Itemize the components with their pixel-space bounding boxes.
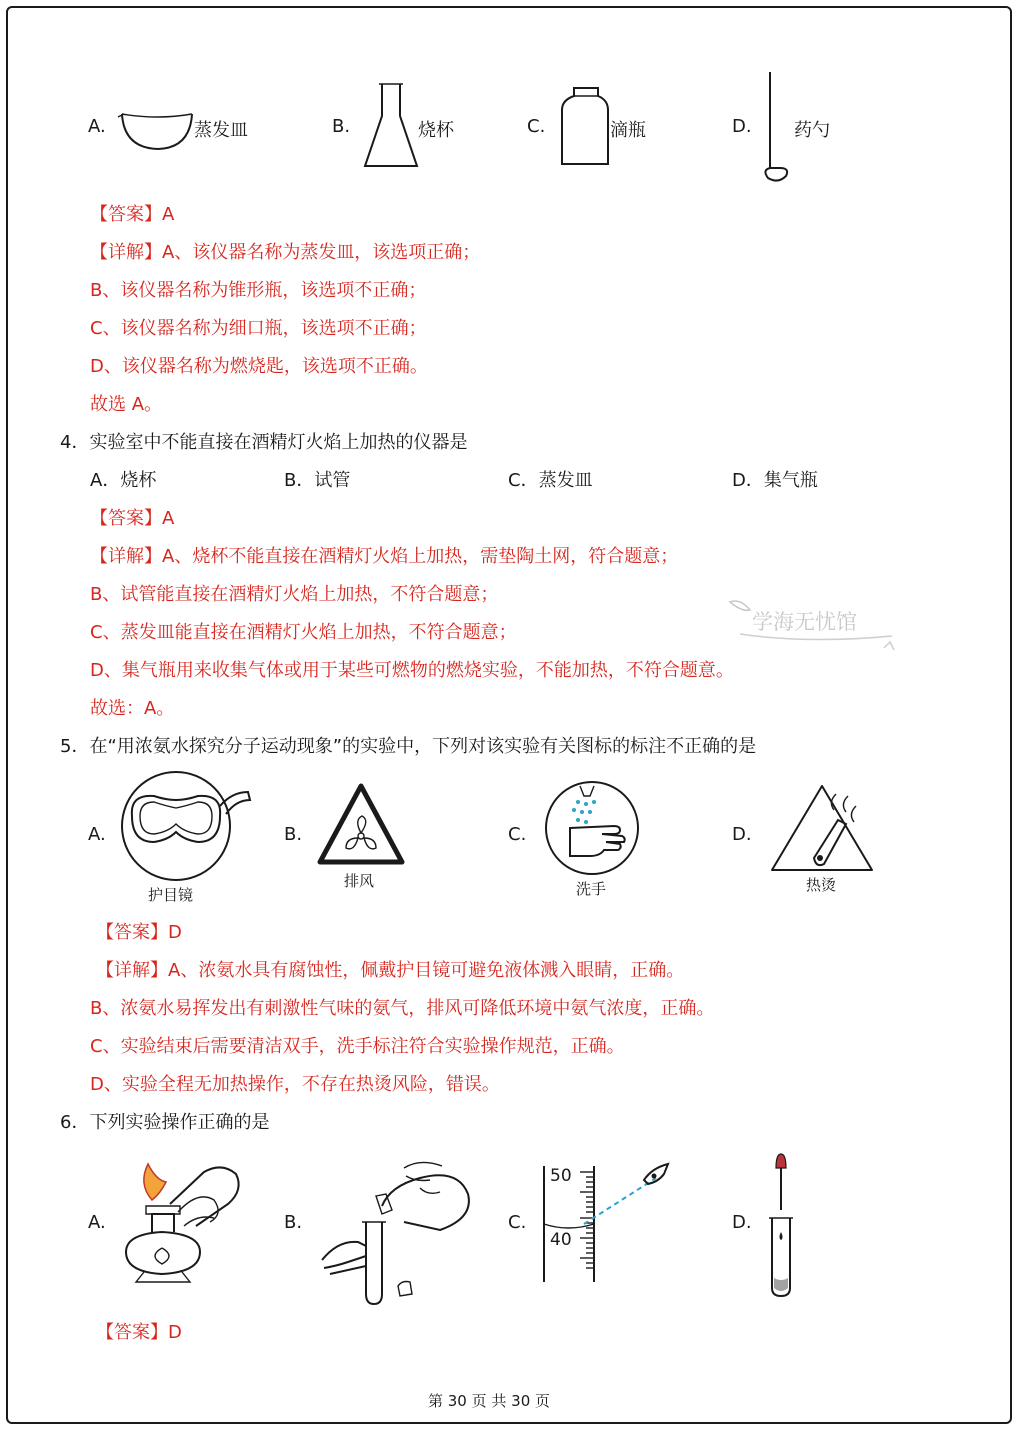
option-letter: D. <box>732 116 752 137</box>
detail-line: C、实验结束后需要清洁双手，洗手标注符合实验操作规范，正确。 <box>90 1036 625 1057</box>
hand-wash-icon <box>544 778 644 878</box>
conical-flask-icon <box>362 80 422 172</box>
option-letter: A. <box>88 116 106 137</box>
tick-label: 40 <box>550 1230 572 1250</box>
detail-label: 【详解】 <box>90 546 162 567</box>
conclusion-line: 故选 A。 <box>90 394 163 415</box>
evaporating-dish-icon <box>118 104 198 154</box>
option-letter: B. <box>332 116 351 137</box>
fan-warning-icon <box>316 782 406 866</box>
answer-label: 【答案】 <box>96 1322 168 1343</box>
goggles-icon <box>120 770 252 882</box>
answer-value: D <box>168 1322 182 1343</box>
question-stem: 5．在“用浓氨水探究分子运动现象”的实验中，下列对该实验有关图标的标注不正确的是 <box>60 736 757 757</box>
option-letter: C. <box>527 116 546 137</box>
question-stem: 4．实验室中不能直接在酒精灯火焰上加热的仪器是 <box>60 432 468 453</box>
option-letter: B. <box>284 824 303 845</box>
detail-label: 【详解】 <box>96 960 168 981</box>
page-footer: 第 30 页 共 30 页 <box>428 1392 551 1410</box>
answer-line <box>96 918 182 944</box>
detail-line: B、该仪器名称为锥形瓶，该选项不正确； <box>90 280 427 301</box>
q4-option-c[interactable]: C．蒸发皿 <box>508 470 593 491</box>
detail-line: 【详解】A、该仪器名称为蒸发皿，该选项正确； <box>90 242 481 263</box>
answer-label: 【答案】 <box>96 922 168 943</box>
icon-caption: 热烫 <box>806 876 837 894</box>
option-name: 蒸发皿 <box>194 120 248 141</box>
answer-line <box>90 504 174 530</box>
tick-label: 50 <box>550 1166 572 1186</box>
detail-line: C、蒸发皿能直接在酒精灯火焰上加热，不符合题意； <box>90 622 517 643</box>
option-letter: D. <box>732 824 752 845</box>
answer-line <box>96 1318 182 1344</box>
answer-value: A <box>162 204 175 225</box>
answer-label: 【答案】 <box>90 204 162 225</box>
spoon-icon <box>760 70 796 186</box>
option-letter: B. <box>284 1212 303 1233</box>
option-letter: C. <box>508 824 527 845</box>
option-name: 烧杯 <box>418 120 454 141</box>
detail-line: D、实验全程无加热操作，不存在热烫风险，错误。 <box>90 1074 500 1095</box>
detail-line: D、该仪器名称为燃烧匙，该选项不正确。 <box>90 356 428 377</box>
option-letter: A. <box>88 824 106 845</box>
answer-value: A <box>162 508 175 529</box>
icon-caption: 护目镜 <box>148 886 194 904</box>
alcohol-lamp-icon <box>118 1160 248 1284</box>
detail-line: 【详解】A、烧杯不能直接在酒精灯火焰上加热，需垫陶土网，符合题意； <box>90 546 679 567</box>
icon-caption: 洗手 <box>576 880 607 898</box>
option-letter: C. <box>508 1212 527 1233</box>
detail-line: C、该仪器名称为细口瓶，该选项不正确； <box>90 318 427 339</box>
hot-warning-icon <box>768 782 876 874</box>
answer-line <box>90 200 174 226</box>
question-stem: 6．下列实验操作正确的是 <box>60 1112 270 1133</box>
icon-caption: 排风 <box>344 872 375 890</box>
conclusion-line: 故选：A。 <box>90 698 175 719</box>
q4-option-b[interactable]: B．试管 <box>284 470 351 491</box>
detail-line: B、试管能直接在酒精灯火焰上加热，不符合题意； <box>90 584 499 605</box>
pour-liquid-icon <box>320 1156 480 1306</box>
option-name: 药勺 <box>794 120 830 141</box>
detail-line: D、集气瓶用来收集气体或用于某些可燃物的燃烧实验，不能加热，不符合题意。 <box>90 660 734 681</box>
watermark: 学海无忧馆 <box>752 610 857 634</box>
answer-label: 【答案】 <box>90 508 162 529</box>
option-letter: D. <box>732 1212 752 1233</box>
option-letter: A. <box>88 1212 106 1233</box>
option-name: 滴瓶 <box>610 120 646 141</box>
bottle-icon <box>558 84 614 168</box>
answer-value: D <box>168 922 182 943</box>
q4-option-d[interactable]: D．集气瓶 <box>732 470 818 491</box>
detail-line: B、浓氨水易挥发出有刺激性气味的氨气，排风可降低环境中氨气浓度，正确。 <box>90 998 715 1019</box>
q4-option-a[interactable]: A．烧杯 <box>90 470 157 491</box>
dropper-icon <box>764 1148 800 1298</box>
detail-label: 【详解】 <box>90 242 162 263</box>
detail-line: 【详解】A、浓氨水具有腐蚀性，佩戴护目镜可避免液体溅入眼睛，正确。 <box>96 960 685 981</box>
